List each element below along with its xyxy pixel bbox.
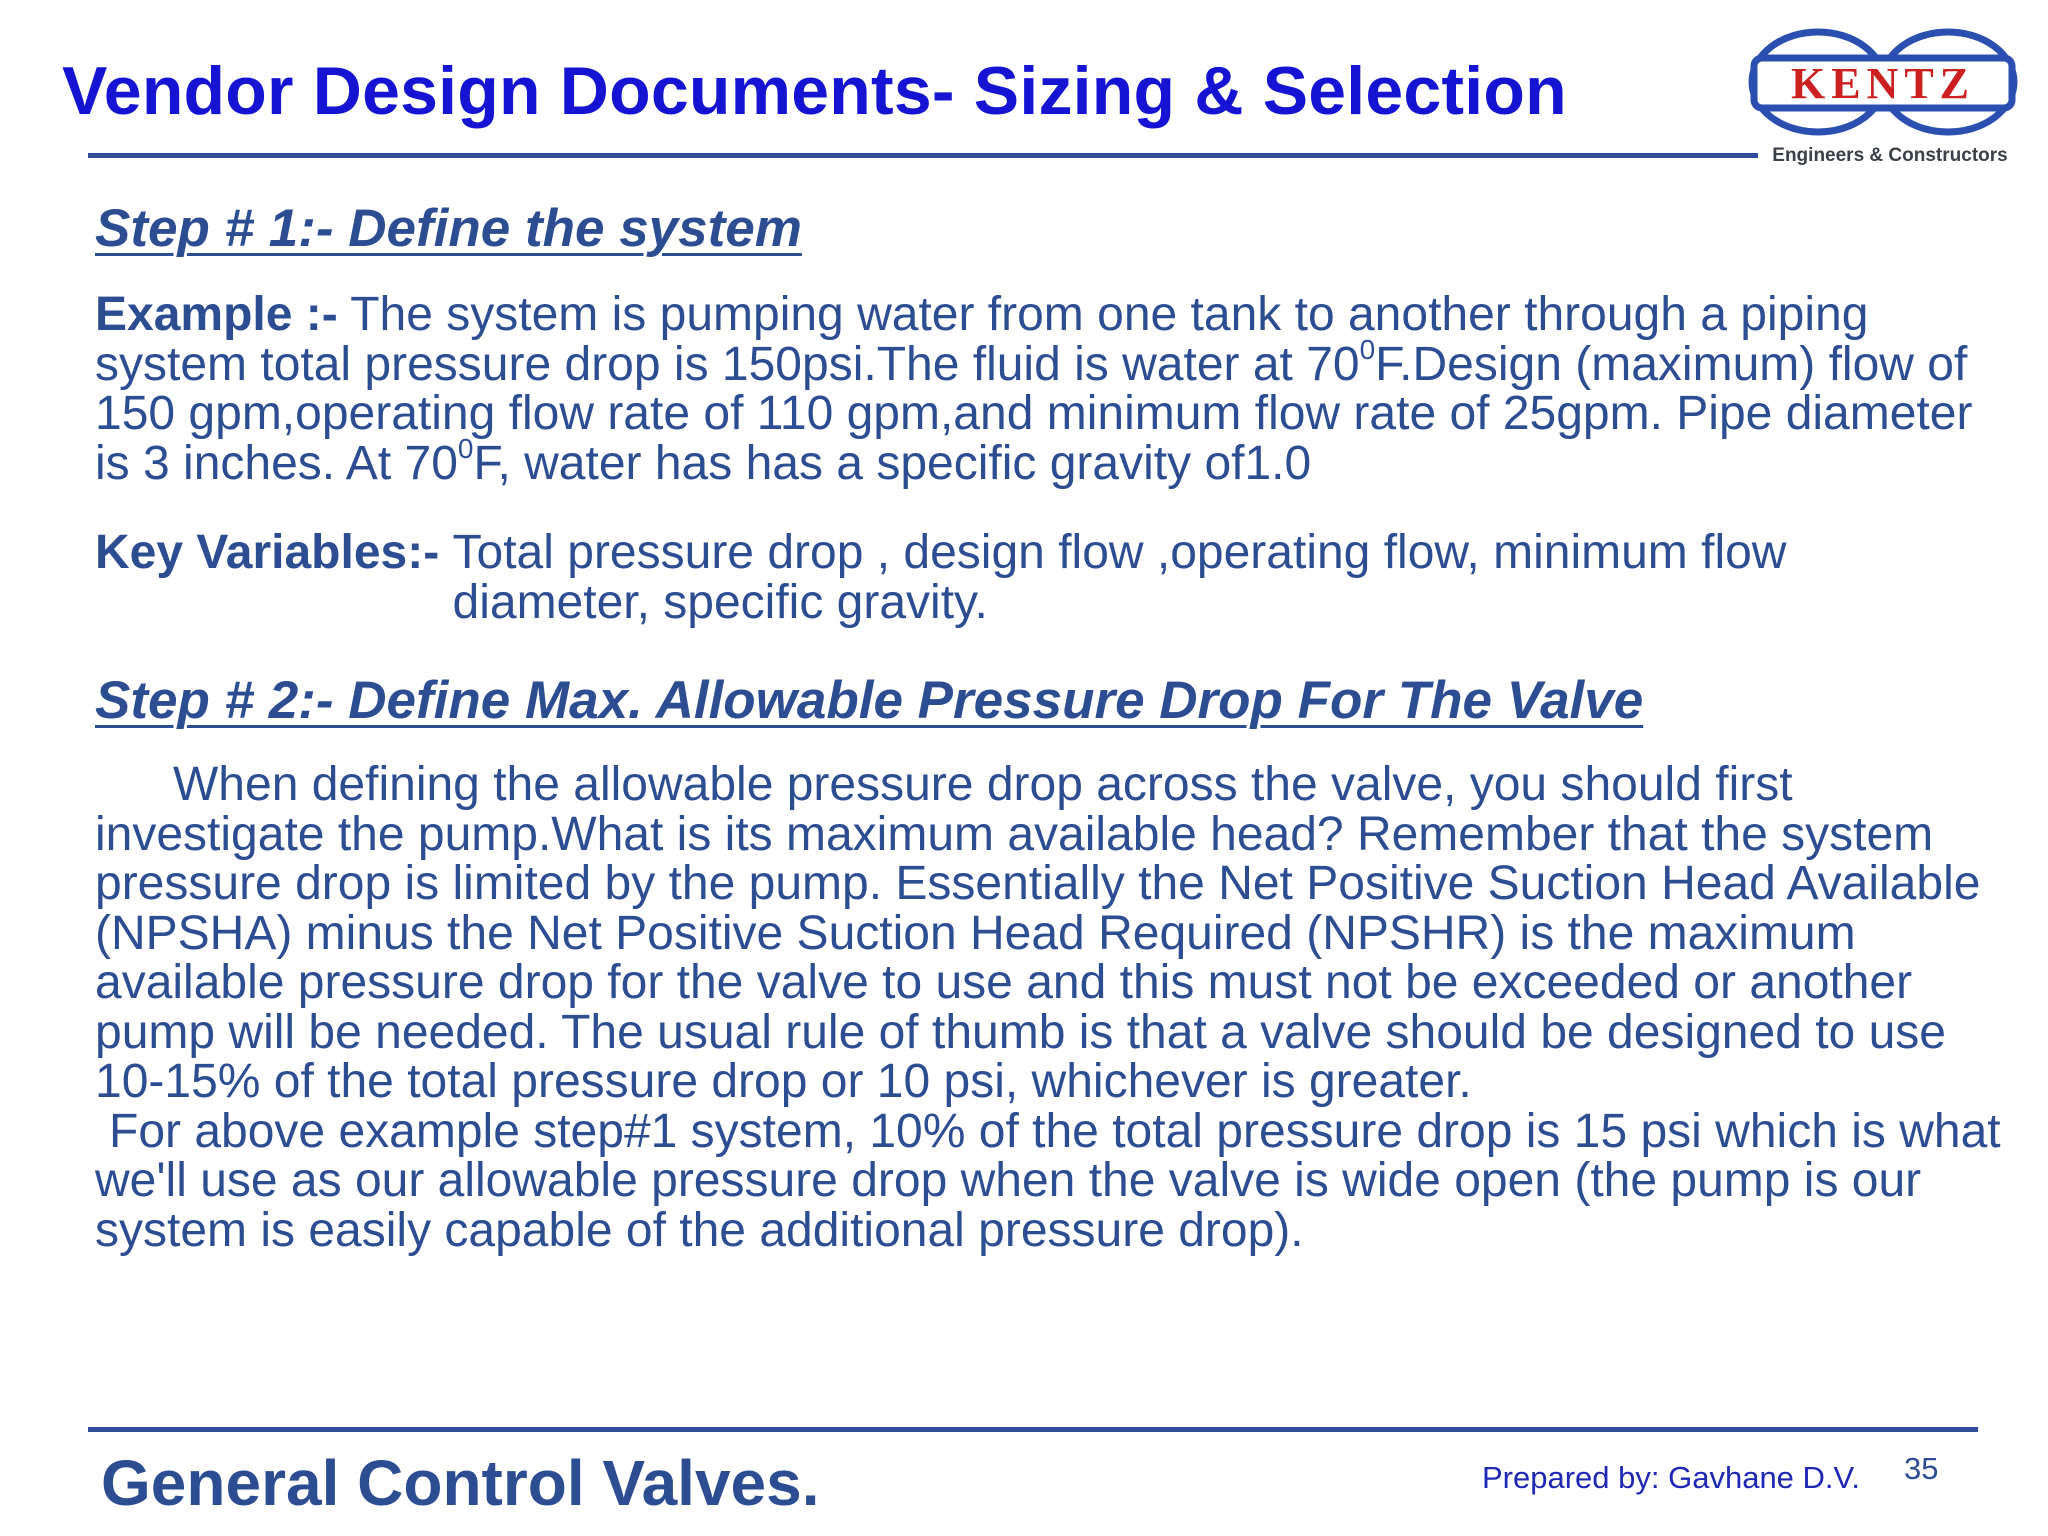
step1-heading: Step # 1:- Define the system: [95, 199, 802, 258]
kentz-logo: [1748, 24, 2018, 170]
step2-paragraph-2: For above example step#1 system, 10% of the total pressure drop is 15 psi which is what we'll use as our allowable pressure drop when the valve is wide open (the pump is our system is easily capable of the additional pressure drop).: [95, 1104, 2001, 1257]
prepared-by: Prepared by: Gavhane D.V.: [1482, 1460, 1860, 1495]
key-variables-label: Key Variables:-: [95, 526, 453, 579]
example-paragraph: [95, 290, 2015, 488]
footer-title: General Control Valves.: [101, 1447, 820, 1519]
step2-heading: Step # 2:- Define Max. Allowable Pressure Drop For The Valve: [95, 671, 1644, 730]
step2-body: [95, 760, 2015, 1255]
key-variables-text: Total pressure drop , design flow ,operating flow, minimum flow diameter, specific gravity.: [452, 526, 1787, 629]
step2-paragraph-1: When defining the allowable pressure drop across the valve, you should first investigate the pump.What is its maximum available head? Remember that the system pressure drop is limited by the pump. Essentially the Net Positive Suction Head Available (NPSHA) minus the Net Positive Suction Head Required (NPSHR) is the maximum available pressure drop for the valve to use and this must not be exceeded or another pump will be needed. The usual rule of thumb is that a valve should be designed to use 10-15% of the total pressure drop or 10 psi, whichever is greater.: [95, 758, 1981, 1108]
logo-caption: Engineers & Constructors: [1772, 145, 2008, 166]
page-number: 35: [1904, 1451, 1939, 1486]
logo-brand-text: KENTZ: [1790, 59, 1976, 108]
slide-title: Vendor Design Documents- Sizing & Selection: [62, 53, 1567, 129]
logo-emblem: [1748, 24, 2018, 140]
example-text-c: F, water has has a specific gravity of1.0: [473, 436, 1312, 490]
example-text-b: F.Design (maximum) flow of 150 gpm,operating flow rate of 110 gpm,and minimum flow rate of 25gpm. Pipe diameter is 3 inches. At 70: [95, 337, 1973, 490]
degree-sup-a: 0: [1359, 333, 1376, 365]
key-variables-paragraph: [95, 528, 2015, 627]
header-divider: [88, 153, 1758, 158]
example-label: Example :-: [95, 288, 338, 341]
example-text-a: The system is pumping water from one tank to another through a piping system total pressure drop is 150psi.The fluid is water at 70: [95, 288, 1869, 391]
footer-divider: [88, 1427, 1978, 1432]
degree-sup-b: 0: [457, 432, 474, 464]
